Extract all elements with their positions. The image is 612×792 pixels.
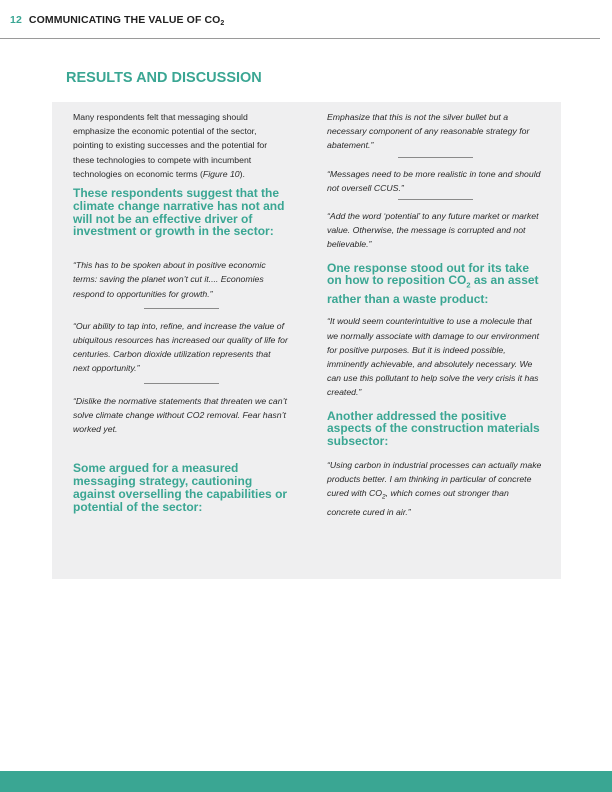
heading-reposition-b: as an asset rather than a waste product:: [327, 273, 539, 306]
quote-counterintuitive: “It would seem counterintuitive to use a molecule that we normally associate with damage to our environment for positive purposes. But it is indeed possible, imminently achievable, and absolutely necessary. We can use this pollutant to help solve the very crisis it has created.”: [327, 316, 539, 398]
quote-divider: [144, 308, 219, 309]
running-title-subscript: 2: [220, 20, 225, 27]
quote-normative-statements: “Dislike the normative statements that threaten we can’t solve climate change without CO2 removal. Fear hasn’t worked yet.: [73, 395, 287, 435]
quote-economic-terms: “This has to be spoken about in positive economic terms: saving the planet won’t cut it.... Economies respond to opportunities for growth.”: [73, 260, 266, 299]
heading-reposition: [327, 262, 543, 306]
intro-paragraph: [73, 110, 289, 181]
quote-divider: [398, 157, 473, 158]
heading-measured-strategy: Some argued for a measured messaging strategy, cautioning against overselling the capabilities or potential of the sector:: [73, 461, 288, 514]
header-rule: [0, 38, 600, 39]
quote-silver-bullet: Emphasize that this is not the silver bullet but a necessary component of any reasonable strategy for abatement.”: [327, 112, 530, 151]
footer-bar: [0, 771, 612, 792]
quote-divider: [144, 383, 219, 384]
quote-ubiquitous-resources: “Our ability to tap into, refine, and increase the value of ubiquitous resources has increased our quality of life for centuries. Carbon dioxide utilization represents that next opportunity.”: [73, 320, 288, 374]
heading-narrative: These respondents suggest that the climate change narrative has not and will not be an effective driver of investment or growth in the sector:: [73, 186, 285, 239]
quote-concrete: [327, 458, 543, 520]
heading-reposition-subscript: 2: [466, 280, 471, 290]
intro-text: Many respondents felt that messaging should emphasize the economic potential of the sector, pointing to existing successes and the potential for these technologies to compete with incumbent technologies on economic terms (: [73, 112, 268, 179]
quote-realistic-tone: “Messages need to be more realistic in tone and should not oversell CCUS.”: [327, 168, 541, 193]
heading-construction: Another addressed the positive aspects of the construction materials subsector:: [327, 408, 540, 449]
intro-end: ).: [239, 168, 245, 179]
figure-reference: Figure 10: [202, 168, 240, 179]
quote-concrete-subscript: 2: [382, 494, 386, 502]
quote-concrete-b: , which comes out stronger than concrete cured in air.”: [327, 488, 509, 518]
quote-concrete-a: “Using carbon in industrial processes can actually make products better. I am thinking in particular of concrete cured with CO: [327, 460, 542, 499]
page-number: 12: [10, 14, 22, 26]
right-column: [327, 110, 543, 520]
quote-divider: [398, 199, 473, 200]
quote-potential-word: “Add the word ‘potential’ to any future market or market value. Otherwise, the message is corrupted and not believable.”: [327, 211, 539, 250]
section-title: RESULTS AND DISCUSSION: [66, 70, 262, 86]
left-column: [73, 110, 289, 513]
running-title-text: COMMUNICATING THE VALUE OF CO: [28, 14, 221, 26]
running-title: [29, 14, 225, 26]
running-header: [10, 14, 224, 27]
heading-reposition-a: One response stood out for its take on how to reposition CO: [327, 260, 530, 288]
